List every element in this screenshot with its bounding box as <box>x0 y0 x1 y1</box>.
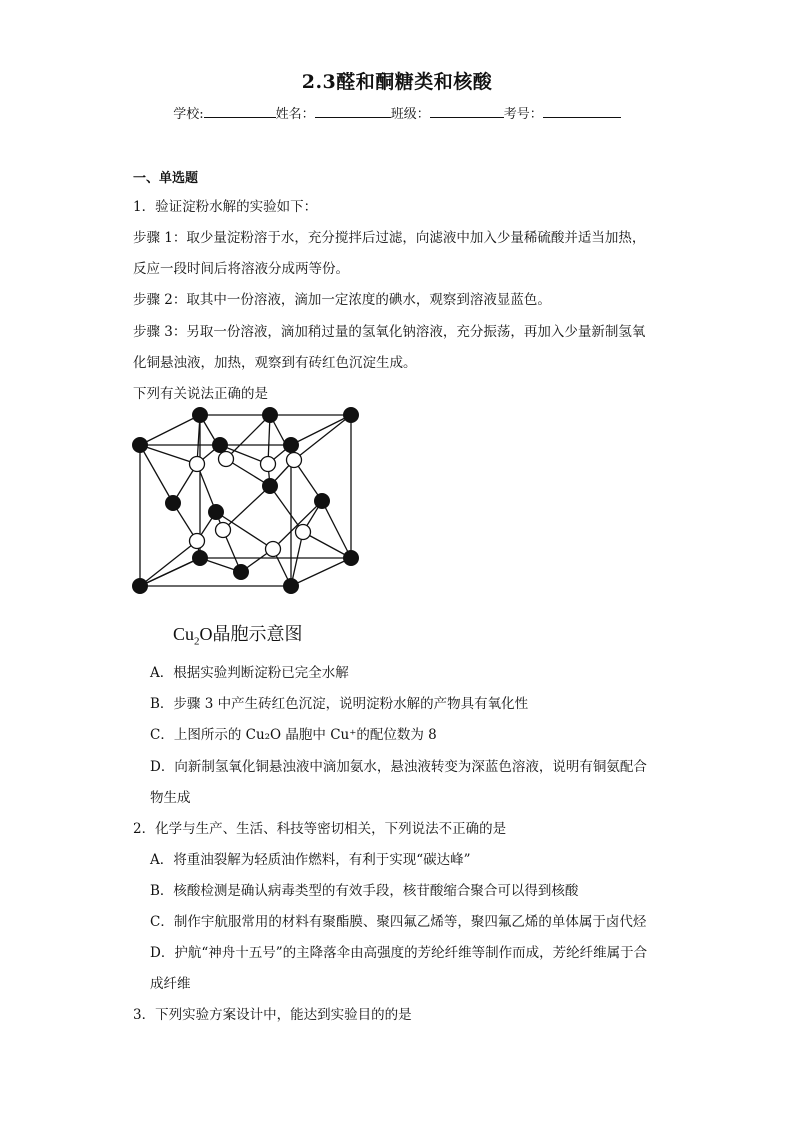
caption-subscript: 2 <box>194 635 200 648</box>
cu2o-unit-cell-figure <box>130 405 370 600</box>
school-label: 学校: <box>173 107 204 122</box>
q1-option-c: C．上图所示的 Cu₂O 晶胞中 Cu⁺的配位数为 8 <box>150 727 437 743</box>
q1-step1-line2: 反应一段时间后将溶液分成两等份。 <box>133 261 349 277</box>
q1-step3-line2: 化铜悬浊液，加热，观察到有砖红色沉淀生成。 <box>133 355 417 371</box>
q2-option-b: B．核酸检测是确认病毒类型的有效手段，核苷酸缩合聚合可以得到核酸 <box>150 883 579 899</box>
number-blank <box>543 105 621 118</box>
q1-step2: 步骤 2：取其中一份溶液，滴加一定浓度的碘水，观察到溶液显蓝色。 <box>133 292 551 308</box>
q1-step3-line1: 步骤 3：另取一份溶液，滴加稍过量的氢氧化钠溶液，充分振荡，再加入少量新制氢氧 <box>133 324 646 340</box>
q1-stem: 1．验证淀粉水解的实验如下： <box>133 199 318 215</box>
caption-cu: Cu <box>173 624 195 644</box>
q1-option-b: B．步骤 3 中产生砖红色沉淀，说明淀粉水解的产物具有氧化性 <box>150 696 529 712</box>
q1-option-d-line1: D．向新制氢氧化铜悬浊液中滴加氨水，悬浊液转变为深蓝色溶液，说明有铜氨配合 <box>150 759 647 775</box>
q3-stem: 3．下列实验方案设计中，能达到实验目的的是 <box>133 1007 412 1023</box>
name-blank <box>315 105 391 118</box>
q2-stem: 2．化学与生产、生活、科技等密切相关，下列说法不正确的是 <box>133 821 507 837</box>
q2-option-c: C．制作宇航服常用的材料有聚酯膜、聚四氟乙烯等，聚四氟乙烯的单体属于卤代烃 <box>150 914 647 930</box>
q1-prompt: 下列有关说法正确的是 <box>133 386 268 402</box>
school-blank <box>204 105 276 118</box>
figure-caption <box>173 620 303 648</box>
class-label: 班级： <box>390 107 430 122</box>
class-blank <box>430 105 504 118</box>
page-title: 2.3醛和酮糖类和核酸 <box>301 71 493 93</box>
caption-rest: O晶胞示意图 <box>199 624 303 644</box>
q1-option-d-line2: 物生成 <box>150 790 191 806</box>
q1-option-a: A．根据实验判断淀粉已完全水解 <box>150 665 349 681</box>
student-info-line <box>0 103 794 122</box>
number-label: 考号： <box>503 107 543 122</box>
q2-option-d-line2: 成纤维 <box>150 976 191 992</box>
section-heading: 一、单选题 <box>133 171 199 186</box>
q2-option-d-line1: D．护航“神舟十五号”的主降落伞由高强度的芳纶纤维等制作而成，芳纶纤维属于合 <box>150 945 648 961</box>
q2-option-a: A．将重油裂解为轻质油作燃料，有利于实现“碳达峰” <box>150 852 471 868</box>
name-label: 姓名： <box>275 107 315 122</box>
q1-step1-line1: 步骤 1：取少量淀粉溶于水，充分搅拌后过滤，向滤液中加入少量稀硫酸并适当加热， <box>133 230 646 246</box>
